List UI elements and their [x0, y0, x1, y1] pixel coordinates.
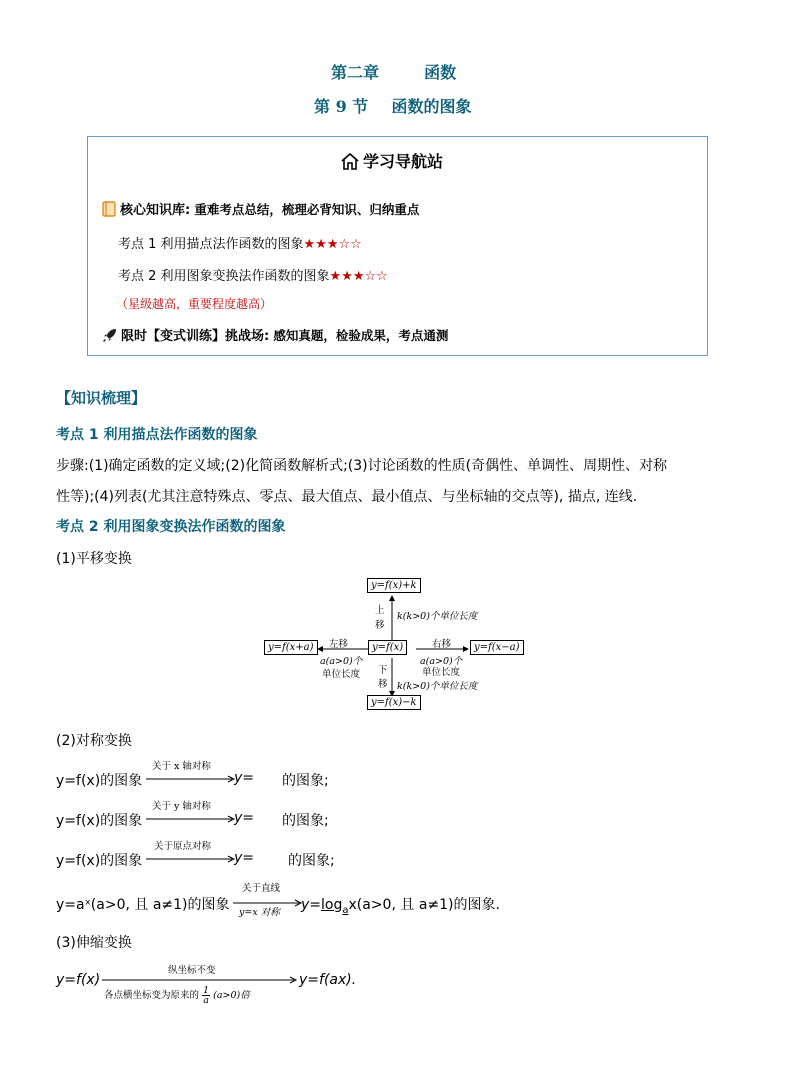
stretch-arrow-top: 纵坐标不变: [168, 965, 216, 976]
sym4-result: [301, 894, 500, 916]
sym3-right: 的图象;: [288, 853, 335, 869]
box-up: y=f(x)+k: [367, 578, 421, 593]
sym2-arrow-label: 关于 y 轴对称: [152, 801, 211, 812]
steps-line-1: 步骤:(1)确定函数的定义域;(2)化简函数解析式;(3)讨论函数的性质(奇偶性、单调性、周期性、对称: [56, 458, 668, 474]
stretch-right: y=f(ax).: [299, 972, 357, 988]
sym4-arrow-top: 关于直线: [242, 883, 281, 894]
knowledge-heading: 【知识梳理】: [56, 389, 147, 407]
sym4-log: log: [321, 897, 343, 913]
point1-heading: 考点 1 利用描点法作函数的图象: [56, 427, 258, 443]
up-label-1: 上: [375, 605, 385, 616]
core-label: 核心知识库:: [120, 203, 191, 218]
symmetry-row-1: [56, 758, 456, 788]
sym1-arrow: [146, 775, 236, 783]
down-label-1: 下: [378, 665, 388, 676]
challenge-label: 限时【变式训练】挑战场:: [121, 329, 270, 344]
sym3-mid: y=: [234, 850, 255, 866]
stretch-heading: (3)伸缩变换: [56, 935, 132, 951]
star-note: （星级越高，重要程度越高）: [116, 297, 273, 311]
box-right: y=f(x−a): [470, 640, 524, 655]
book-icon: [102, 201, 117, 221]
right-cond-2: 单位长度: [422, 667, 461, 678]
section-title: [314, 94, 471, 117]
stretch-arrow: [102, 976, 298, 984]
sym3-arrow: [146, 855, 236, 863]
section-topic: 函数的图象: [391, 97, 472, 116]
stretch-row: [56, 958, 456, 1008]
chapter-title: [331, 60, 456, 83]
up-label-2: 移: [375, 620, 385, 631]
stretch-left: y=f(x): [56, 972, 101, 988]
section-number: 第 9 节: [314, 97, 369, 116]
box-down: y=f(x)−k: [367, 695, 421, 710]
sym1-left: y=f(x)的图象: [56, 773, 143, 789]
left-label: 左移: [329, 639, 349, 650]
stretch-bottom-tail: (a>0)倍: [213, 990, 250, 1001]
sym4-left: y=aˣ(a>0, 且 a≠1)的图象: [56, 897, 230, 913]
nav-point-1: [118, 233, 362, 252]
translation-diagram: [262, 576, 532, 716]
nav-title-text: 学习导航站: [363, 152, 444, 171]
home-icon: [340, 152, 360, 174]
box-left: y=f(x+a): [264, 640, 318, 655]
point1-stars: ★★★☆☆: [303, 237, 362, 252]
translation-heading: (1)平移变换: [56, 551, 132, 567]
nav-title: [340, 149, 443, 174]
fraction-denominator: a: [203, 995, 209, 1006]
up-condition: k(k>0)个单位长度: [397, 611, 478, 622]
sym4-mid: y=: [301, 897, 322, 913]
chapter-number: 第二章: [331, 63, 380, 82]
sym1-right: 的图象;: [282, 773, 329, 789]
sym3-arrow-label: 关于原点对称: [154, 841, 212, 852]
sym1-arrow-label: 关于 x 轴对称: [152, 761, 211, 772]
sym2-arrow: [146, 815, 236, 823]
symmetry-row-4: [56, 878, 556, 918]
fraction-numerator: 1: [203, 985, 210, 996]
down-condition: k(k>0)个单位长度: [397, 681, 478, 692]
learning-nav-box: [87, 136, 708, 356]
stretch-bottom-text: 各点横坐标变为原来的: [104, 990, 200, 1001]
nav-point-2: [118, 265, 388, 284]
challenge-row: [102, 325, 448, 347]
core-knowledge-row: [102, 199, 419, 221]
left-cond-1: a(a>0)个: [320, 656, 363, 667]
right-label: 右移: [432, 639, 452, 650]
sym4-log-sub: a: [342, 904, 349, 916]
nav-point-1-text: 考点 1 利用描点法作函数的图象: [118, 237, 304, 252]
sym3-left: y=f(x)的图象: [56, 853, 143, 869]
point2-stars: ★★★☆☆: [329, 269, 388, 284]
sym4-right: x(a>0, 且 a≠1)的图象.: [348, 897, 500, 913]
sym4-arrow-bottom: y=x 对称: [239, 907, 280, 918]
sym2-left: y=f(x)的图象: [56, 813, 143, 829]
symmetry-row-2: [56, 798, 456, 828]
box-center: y=f(x): [368, 640, 407, 655]
core-desc: 重难考点总结，梳理必背知识、归纳重点: [194, 202, 420, 217]
symmetry-row-3: [56, 838, 456, 868]
nav-point-2-text: 考点 2 利用图象变换法作函数的图象: [118, 269, 330, 284]
sym2-mid: y=: [234, 810, 255, 826]
stretch-fraction: [202, 986, 210, 1005]
left-cond-2: 单位长度: [322, 669, 361, 680]
down-label-2: 移: [378, 679, 388, 690]
point2-heading: 考点 2 利用图象变换法作函数的图象: [56, 519, 286, 535]
challenge-desc: 感知真题，检验成果，考点通测: [273, 328, 449, 343]
stretch-arrow-bottom: [104, 986, 250, 1005]
sym1-mid: y=: [234, 770, 255, 786]
chapter-topic: 函数: [424, 63, 457, 82]
rocket-icon: [102, 327, 118, 347]
steps-line-2: 性等);(4)列表(尤其注意特殊点、零点、最大值点、最小值点、与坐标轴的交点等), 描点, 连线.: [56, 489, 638, 505]
sym2-right: 的图象;: [282, 813, 329, 829]
symmetry-heading: (2)对称变换: [56, 733, 132, 749]
right-cond-1: a(a>0)个: [420, 656, 463, 667]
